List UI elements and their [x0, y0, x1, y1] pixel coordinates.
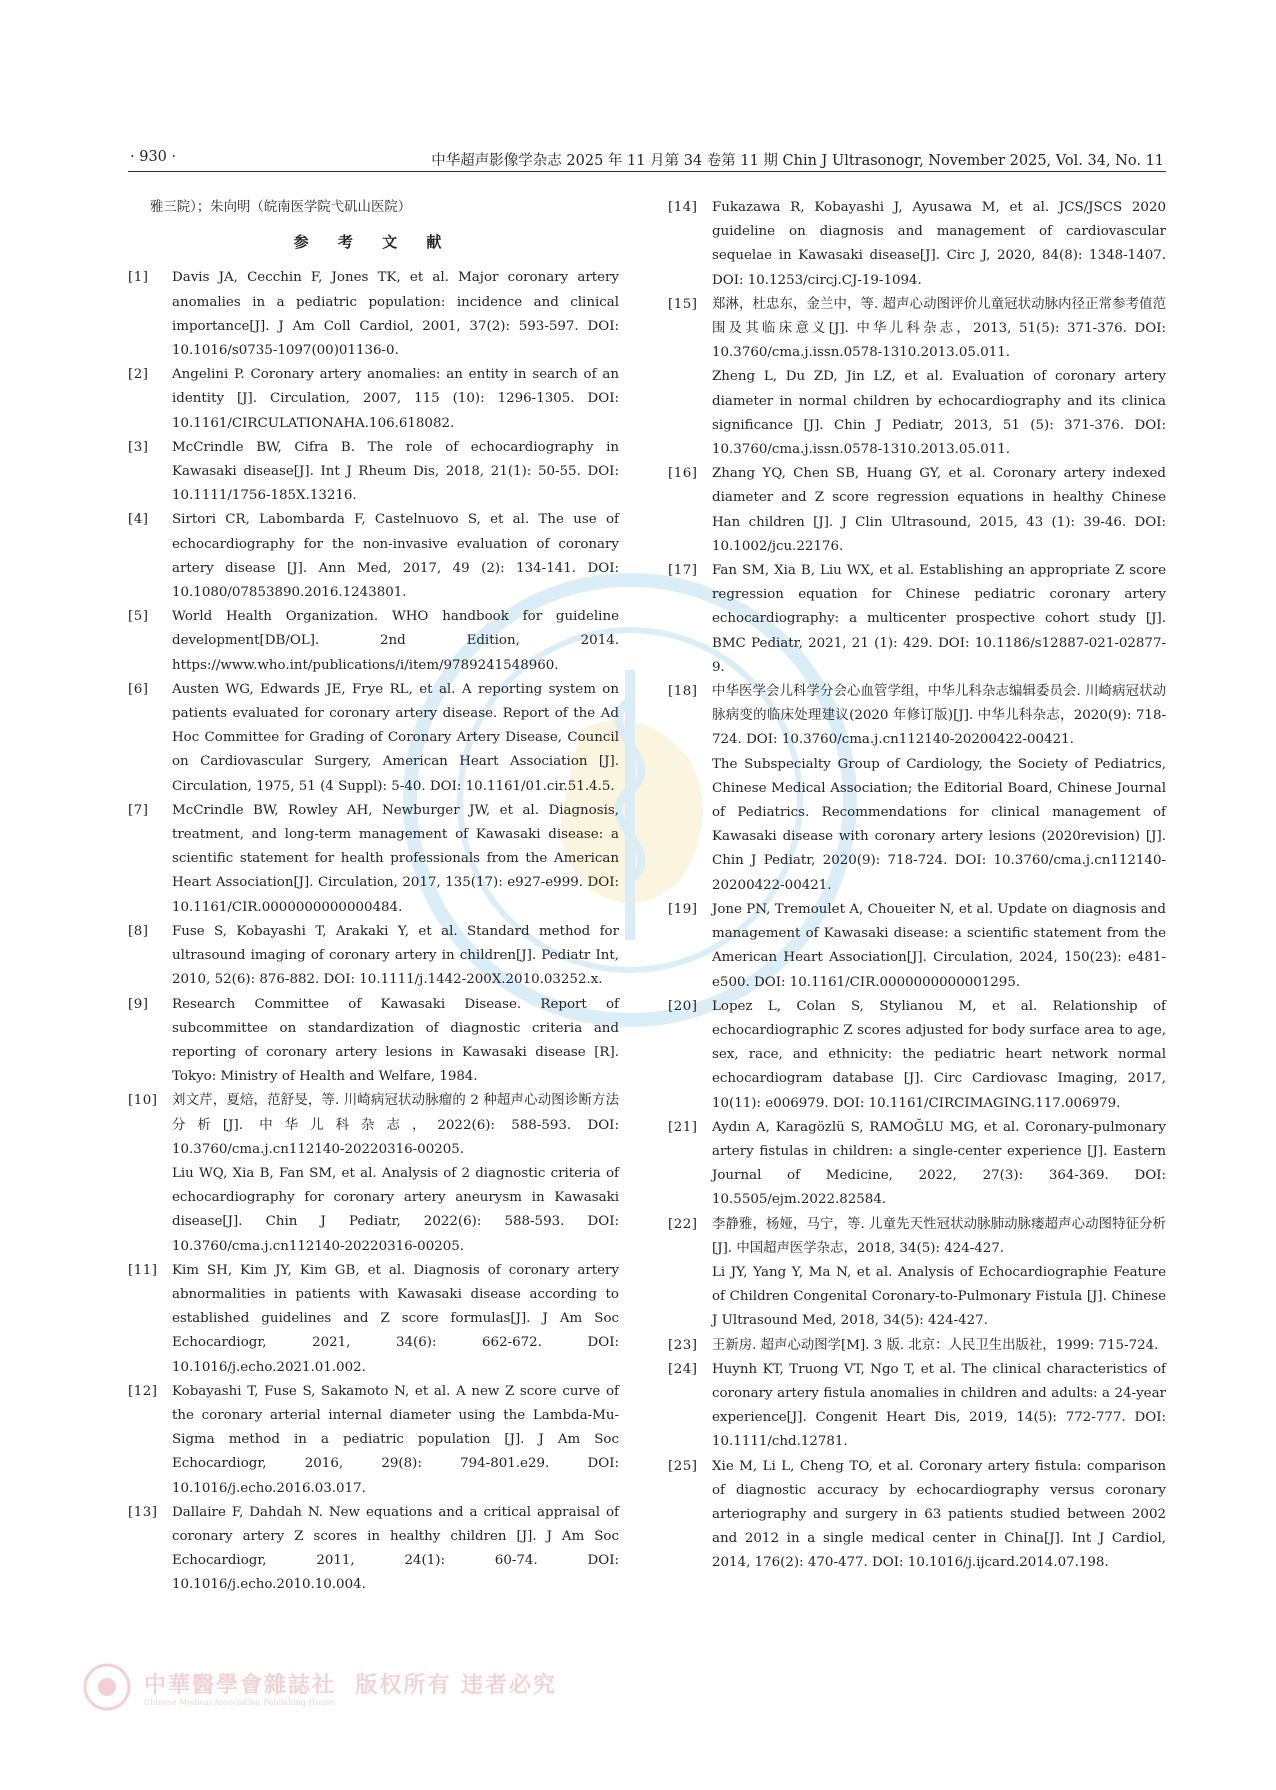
running-header: [128, 145, 1166, 172]
reference-number: [17]: [668, 563, 698, 579]
reference-number: [5]: [128, 609, 149, 625]
reference-number: [1]: [128, 270, 149, 286]
reference-text: Lopez L, Colan S, Stylianou M, et al. Relationship of echocardiographic Z scores adjusted for body surface area to age, sex, race, and ethnicity: the pediatric heart network normal echocardiogram database [J]. Circ Cardiovasc Imaging, 2017, 10(11): e006979. DOI: 10.1161/CIRCIMAGING.117.006979.: [712, 998, 1166, 1111]
reference-text: Zhang YQ, Chen SB, Huang GY, et al. Coronary artery indexed diameter and Z score regression equations in healthy Chinese Han children [J]. J Clin Ultrasound, 2015, 43 (1): 39-46. DOI: 10.1002/jcu.22176.: [712, 466, 1166, 554]
reference-item: [128, 1089, 619, 1258]
reference-number: [8]: [128, 923, 149, 939]
reference-text: Fan SM, Xia B, Liu WX, et al. Establishing an appropriate Z score regression equation for Chinese pediatric coronary artery echocardiography: a multicenter prospective cohort study [J]. BMC Pediatr, 2021, 21 (1): 429. DOI: 10.1186/s12887-021-02877-9.: [712, 563, 1166, 675]
publisher-name: 中華醫學會雜誌社 版权所有 违者必究: [144, 1672, 558, 1698]
reference-item: [128, 1259, 619, 1380]
reference-number: [2]: [128, 367, 149, 383]
reference-item: [668, 1334, 1166, 1358]
reference-number: [21]: [668, 1119, 698, 1135]
reference-text: McCrindle BW, Cifra B. The role of echocardiography in Kawasaki disease[J]. Int J Rheum Dis, 2018, 21(1): 50-55. DOI: 10.1111/1756-185X.13216.: [172, 439, 619, 504]
reference-item: [668, 293, 1166, 462]
left-column: [128, 196, 619, 1598]
reference-text: [712, 293, 1166, 462]
references-heading: 参 考 文 献: [293, 233, 454, 252]
reference-text: Fukazawa R, Kobayashi J, Ayusawa M, et al. JCS/JSCS 2020 guideline on diagnosis and management of cardiovascular sequelae in Kawasaki disease[J]. Circ J, 2020, 84(8): 1348-1407. DOI: 10.1253/circj.CJ-19-1094.: [712, 200, 1166, 288]
reference-number: [19]: [668, 901, 698, 917]
reference-number: [22]: [668, 1216, 698, 1232]
reference-item: [128, 266, 619, 363]
reference-text: World Health Organization. WHO handbook for guideline development[DB/OL]. 2nd Edition, 2014. https://www.who.int/publications/i/item/9789241548960.: [172, 609, 619, 673]
reference-item: [668, 1116, 1166, 1213]
reference-text: Fuse S, Kobayashi T, Arakaki Y, et al. Standard method for ultrasound imaging of coronary artery in children[J]. Pediatr Int, 2010, 52(6): 876-882. DOI: 10.1111/j.1442-200X.2010.03252.x.: [172, 923, 619, 988]
reference-text-cn: 刘文芹，夏焙，范舒旻，等. 川崎病冠状动脉瘤的 2 种超声心动图诊断方法分析[J]. 中华儿科杂志，2022(6): 588-593. DOI: 10.3760/cma.j.cn112140-20220316-00205.: [172, 1093, 619, 1157]
reference-item: [128, 920, 619, 993]
reference-number: [24]: [668, 1361, 698, 1377]
acknowledgement-tail: 雅三院）；朱向明（皖南医学院弋矶山医院）: [150, 200, 412, 215]
reference-text: [712, 680, 1166, 898]
reference-number: [15]: [668, 296, 698, 312]
reference-text: [712, 1213, 1166, 1334]
copyright-notice: 版权所有 违者必究: [355, 1672, 558, 1698]
reference-number: [14]: [668, 200, 698, 215]
publisher-logo: [82, 1662, 602, 1714]
reference-text: Kim SH, Kim JY, Kim GB, et al. Diagnosis of coronary artery abnormalities in patients with Kawasaki disease according to established guidelines and Z score formulas[J]. J Am Soc Echocardiogr, 2021, 34(6): 662-672. DOI: 10.1016/j.echo.2021.01.002.: [172, 1262, 619, 1375]
reference-number: [10]: [128, 1093, 158, 1109]
reference-item: [668, 559, 1166, 680]
reference-text: McCrindle BW, Rowley AH, Newburger JW, et al. Diagnosis, treatment, and long-term management of Kawasaki disease: a scientific statement for health professionals from the American Heart Association[J]. Circulation, 2017, 135(17): e927-e999. DOI: 10.1161/CIR.0000000000000484.: [172, 802, 619, 915]
reference-text-cn: 李静雅，杨娅，马宁，等. 儿童先天性冠状动脉肺动脉瘘超声心动图特征分析[J]. 中国超声医学杂志，2018, 34(5): 424-427.: [712, 1216, 1166, 1256]
reference-text: Xie M, Li L, Cheng TO, et al. Coronary artery fistula: comparison of diagnostic accuracy by echocardiography versus coronary arteriography and surgery in 63 patients studied between 2002 and 2012 in a single medical center in China[J]. Int J Cardiol, 2014, 176(2): 470-477. DOI: 10.1016/j.ijcard.2014.07.198.: [712, 1458, 1166, 1571]
reference-number: [23]: [668, 1337, 698, 1353]
reference-text: Huynh KT, Truong VT, Ngo T, et al. The clinical characteristics of coronary artery fistula anomalies in children and adults: a 24-year experience[J]. Congenit Heart Dis, 2019, 14(5): 772-777. DOI: 10.1111/chd.12781.: [712, 1361, 1166, 1450]
reference-text: Dallaire F, Dahdah N. New equations and a critical appraisal of coronary artery Z scores in healthy children [J]. J Am Soc Echocardiogr, 2011, 24(1): 60-74. DOI: 10.1016/j.echo.2010.10.004.: [172, 1504, 619, 1593]
reference-item: [128, 1380, 619, 1501]
reference-text: Angelini P. Coronary artery anomalies: an entity in search of an identity [J]. Circulation, 2007, 115 (10): 1296-1305. DOI: 10.1161/CIRCULATIONAHA.106.618082.: [172, 367, 619, 431]
reference-text: Jone PN, Tremoulet A, Choueiter N, et al. Update on diagnosis and management of Kawasaki disease: a scientific statement from the American Heart Association[J]. Circulation, 2024, 150(23): e481-e500. DOI: 10.1161/CIR.0000000000001295.: [712, 901, 1166, 990]
reference-text: Austen WG, Edwards JE, Frye RL, et al. A reporting system on patients evaluated for coronary artery disease. Report of the Ad Hoc Committee for Grading of Coronary Artery Disease, Council on Cardiovascular Surgery, American Heart Association [J]. Circulation, 1975, 51 (4 Suppl): 5-40. DOI: 10.1161/01.cir.51.4.5.: [172, 681, 619, 794]
reference-text: Sirtori CR, Labombarda F, Castelnuovo S, et al. The use of echocardiography for the non-invasive evaluation of coronary artery disease [J]. Ann Med, 2017, 49 (2): 134-141. DOI: 10.1080/07853890.2016.1243801.: [172, 512, 619, 601]
reference-item: [128, 605, 619, 678]
reference-number: [6]: [128, 681, 149, 697]
reference-text-cn: 中华医学会儿科学分会心血管学组，中华儿科杂志编辑委员会. 川崎病冠状动脉病变的临床处理建议(2020 年修订版)[J]. 中华儿科杂志，2020(9): 718-724. DOI: 10.3760/cma.j.cn112140-20200422-00421.: [712, 684, 1166, 748]
reference-number: [16]: [668, 466, 698, 482]
reference-text-en: The Subspecialty Group of Cardiology, the Society of Pediatrics, Chinese Medical Association; the Editorial Board, Chinese Journal of Pediatrics. Recommendations for clinical management of Kawasaki disease with coronary artery lesions (2020revision) [J]. Chin J Pediatr, 2020(9): 718-724. DOI: 10.3760/cma.j.cn112140-20200422-00421.: [712, 756, 1166, 893]
reference-item: [668, 995, 1166, 1116]
reference-item: [128, 993, 619, 1090]
reference-item: [668, 898, 1166, 995]
reference-item: [128, 678, 619, 799]
reference-text: Kobayashi T, Fuse S, Sakamoto N, et al. A new Z score curve of the coronary arterial internal diameter using the Lambda-Mu-Sigma method in a pediatric population [J]. J Am Soc Echocardiogr, 2016, 29(8): 794-801.e29. DOI: 10.1016/j.echo.2016.03.017.: [172, 1383, 619, 1496]
reference-item: [128, 363, 619, 436]
reference-text: Aydın A, Karagözlü S, RAMOĞLU MG, et al. Coronary-pulmonary artery fistulas in children: a single-center experience [J]. Eastern Journal of Medicine, 2022, 27(3): 364-369. DOI: 10.5505/ejm.2022.82584.: [712, 1119, 1166, 1208]
reference-item: [128, 508, 619, 605]
journal-info: 中华超声影像学杂志 2025 年 11 月第 34 卷第 11 期 Chin J Ultrasonogr, November 2025, Vol. 34, No. 11: [431, 153, 1164, 169]
reference-item: [668, 196, 1166, 293]
reference-number: [18]: [668, 684, 698, 700]
reference-item: [668, 1213, 1166, 1334]
reference-text: Davis JA, Cecchin F, Jones TK, et al. Major coronary artery anomalies in a pediatric population: incidence and clinical importance[J]. J Am Coll Cardiol, 2001, 37(2): 593-597. DOI: 10.1016/s0735-1097(00)01136-0.: [172, 270, 619, 359]
right-column: [668, 196, 1166, 1576]
reference-item: [128, 1501, 619, 1598]
reference-item: [668, 1358, 1166, 1455]
reference-text: Research Committee of Kawasaki Disease. Report of subcommittee on standardization of diagnostic criteria and reporting of coronary artery lesions in Kawasaki disease [R]. Tokyo: Ministry of Health and Welfare, 1984.: [172, 996, 619, 1085]
reference-text: [172, 1089, 619, 1258]
reference-text: 王新房. 超声心动图学[M]. 3 版. 北京：人民卫生出版社，1999: 715-724.: [712, 1337, 1159, 1353]
reference-item: [668, 1455, 1166, 1576]
reference-number: [25]: [668, 1458, 698, 1474]
reference-number: [13]: [128, 1504, 158, 1520]
reference-number: [7]: [128, 802, 149, 818]
reference-item: [128, 436, 619, 509]
reference-item: [668, 462, 1166, 559]
publisher-name-en: Chinese Medical Association Publishing House: [144, 1698, 335, 1707]
reference-text-en: Li JY, Yang Y, Ma N, et al. Analysis of Echocardiographie Feature of Children Congenital Coronary-to-Pulmonary Fistula [J]. Chinese J Ultrasound Med, 2018, 34(5): 424-427.: [712, 1264, 1166, 1329]
reference-number: [9]: [128, 996, 149, 1012]
reference-number: [11]: [128, 1262, 158, 1278]
reference-text-en: Liu WQ, Xia B, Fan SM, et al. Analysis of 2 diagnostic criteria of echocardiography for coronary artery aneurysm in Kawasaki disease[J]. Chin J Pediatr, 2022(6): 588-593. DOI: 10.3760/cma.j.cn112140-20220316-00205.: [172, 1165, 619, 1254]
reference-number: [20]: [668, 998, 698, 1014]
reference-number: [12]: [128, 1383, 158, 1399]
reference-text-cn: 郑淋，杜忠东，金兰中，等. 超声心动图评价儿童冠状动脉内径正常参考值范围及其临床意义[J]. 中华儿科杂志，2013, 51(5): 371-376. DOI: 10.3760/cma.j.issn.0578-1310.2013.05.011.: [712, 296, 1166, 361]
reference-number: [3]: [128, 439, 149, 455]
reference-item: [668, 680, 1166, 898]
publisher-seal-icon: [82, 1662, 132, 1712]
reference-text-en: Zheng L, Du ZD, Jin LZ, et al. Evaluation of coronary artery diameter in normal children by echocardiography and its clinica significance [J]. Chin J Pediatr, 2013, 51 (5): 371-376. DOI: 10.3760/cma.j.issn.0578-1310.2013.05.011.: [712, 369, 1166, 458]
reference-item: [128, 799, 619, 920]
page-number: · 930 ·: [130, 149, 177, 165]
reference-number: [4]: [128, 512, 149, 528]
